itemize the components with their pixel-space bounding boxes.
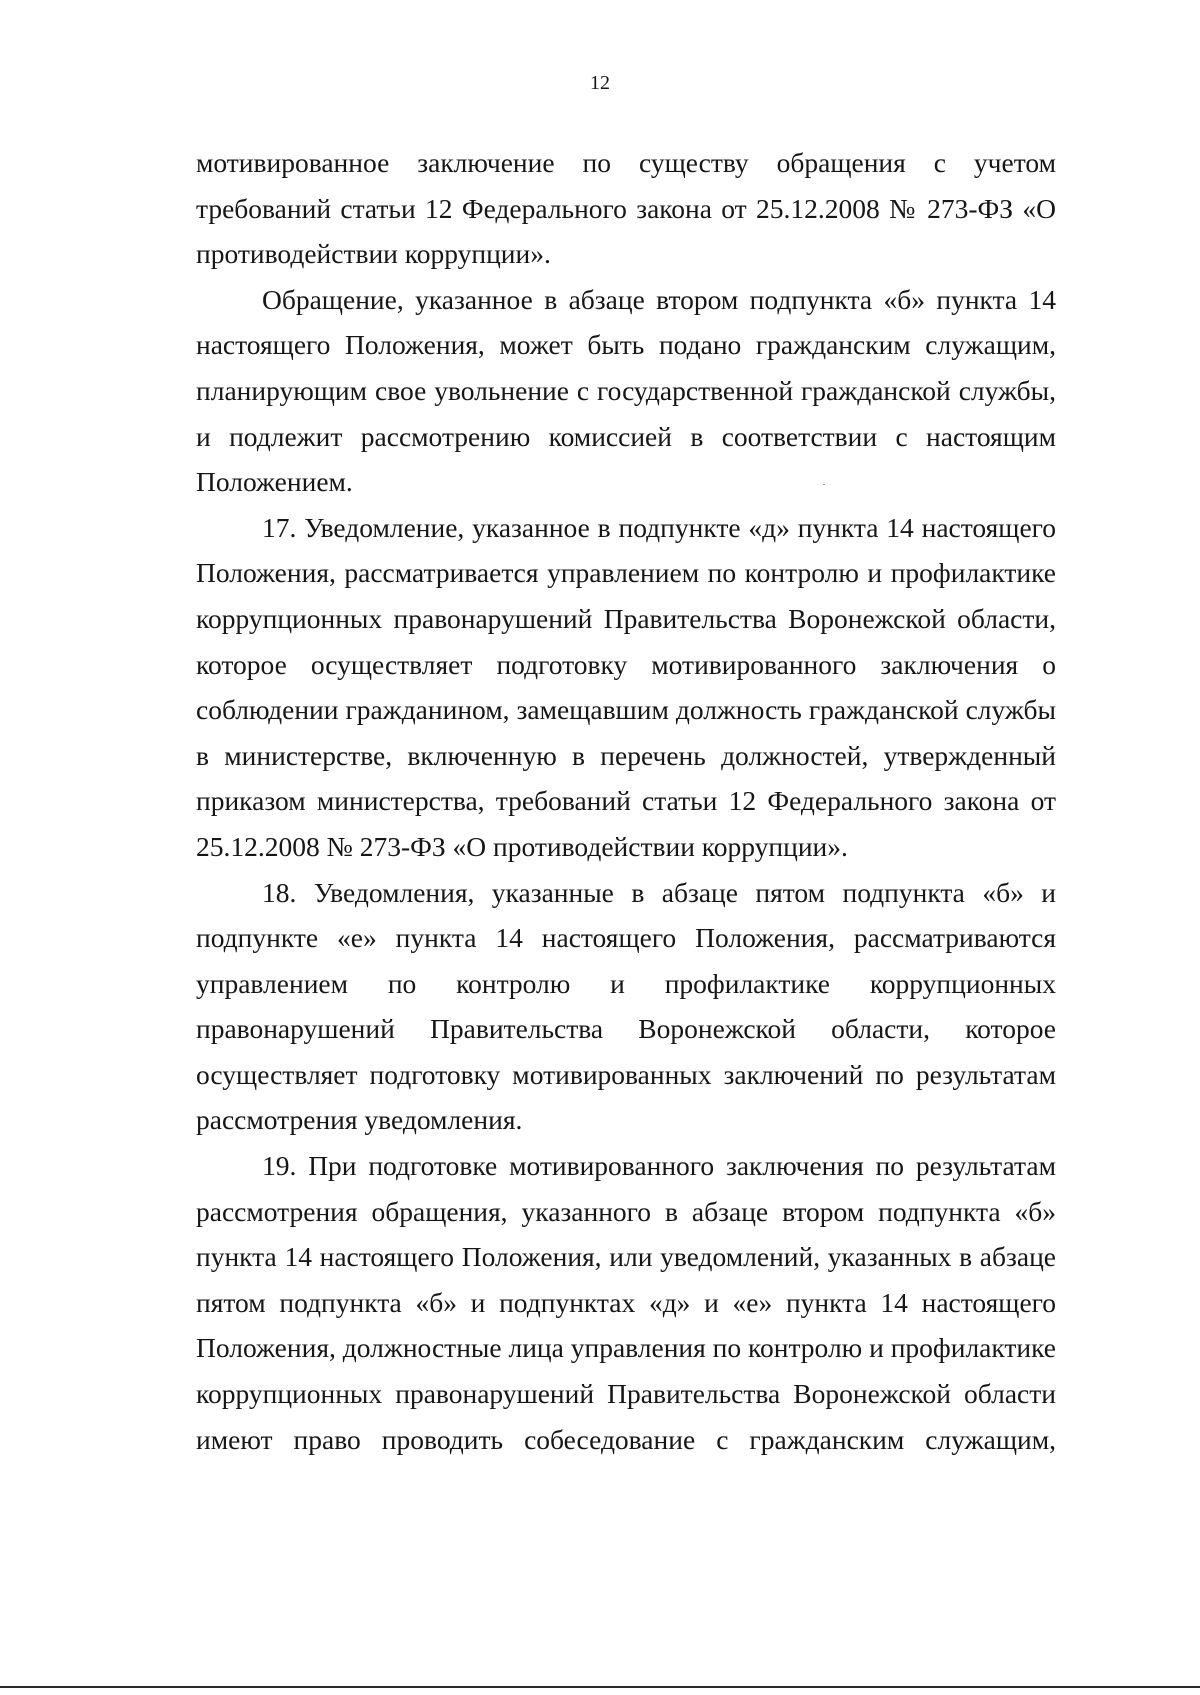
document-body: [196, 140, 1056, 1462]
paragraph-continuation: мотивированное заключение по существу обращения с учетом требований статьи 12 Федерального закона от 25.12.2008 № 273-ФЗ «О противодействии коррупции».: [196, 147, 1056, 270]
paragraph-19: 19. При подготовке мотивированного заключения по результатам рассмотрения обращения, указанного в абзаце втором подпункта «б» пункта 14 настоящего Положения, или уведомлений, указанных в абзаце пятом подпункта «б» и подпунктах «д» и «е» пункта 14 настоящего Положения, должностные лица управления по контролю и профилактике коррупционных правонарушений Правительства Воронежской области имеют право проводить собеседование с гражданским служащим,: [196, 1150, 1056, 1455]
paragraph-18: 18. Уведомления, указанные в абзаце пятом подпункта «б» и подпункте «е» пункта 14 настоящего Положения, рассматриваются управлением по контролю и профилактике коррупционных правонарушений Правительства Воронежской области, которое осуществляет подготовку мотивированных заключений по результатам рассмотрения уведомления.: [196, 876, 1056, 1136]
paragraph-appeal: Обращение, указанное в абзаце втором подпункта «б» пункта 14 настоящего Положения, может быть подано гражданским служащим, планирующим свое увольнение с государственной гражданской службы, и подлежит рассмотрению комиссией в соответствии с настоящим Положением.: [196, 283, 1056, 498]
scan-bottom-edge-line: [0, 1686, 1200, 1688]
scan-speck: [823, 484, 825, 485]
page-number: 12: [590, 72, 610, 94]
paragraph-17: 17. Уведомление, указанное в подпункте «д» пункта 14 настоящего Положения, рассматривается управлением по контролю и профилактике коррупционных правонарушений Правительства Воронежской области, которое осуществляет подготовку мотивированного заключения о соблюдении гражданином, замещавшим должность гражданской службы в министерстве, включенную в перечень должностей, утвержденный приказом министерства, требований статьи 12 Федерального закона от 25.12.2008 № 273-ФЗ «О противодействии коррупции».: [196, 511, 1056, 862]
